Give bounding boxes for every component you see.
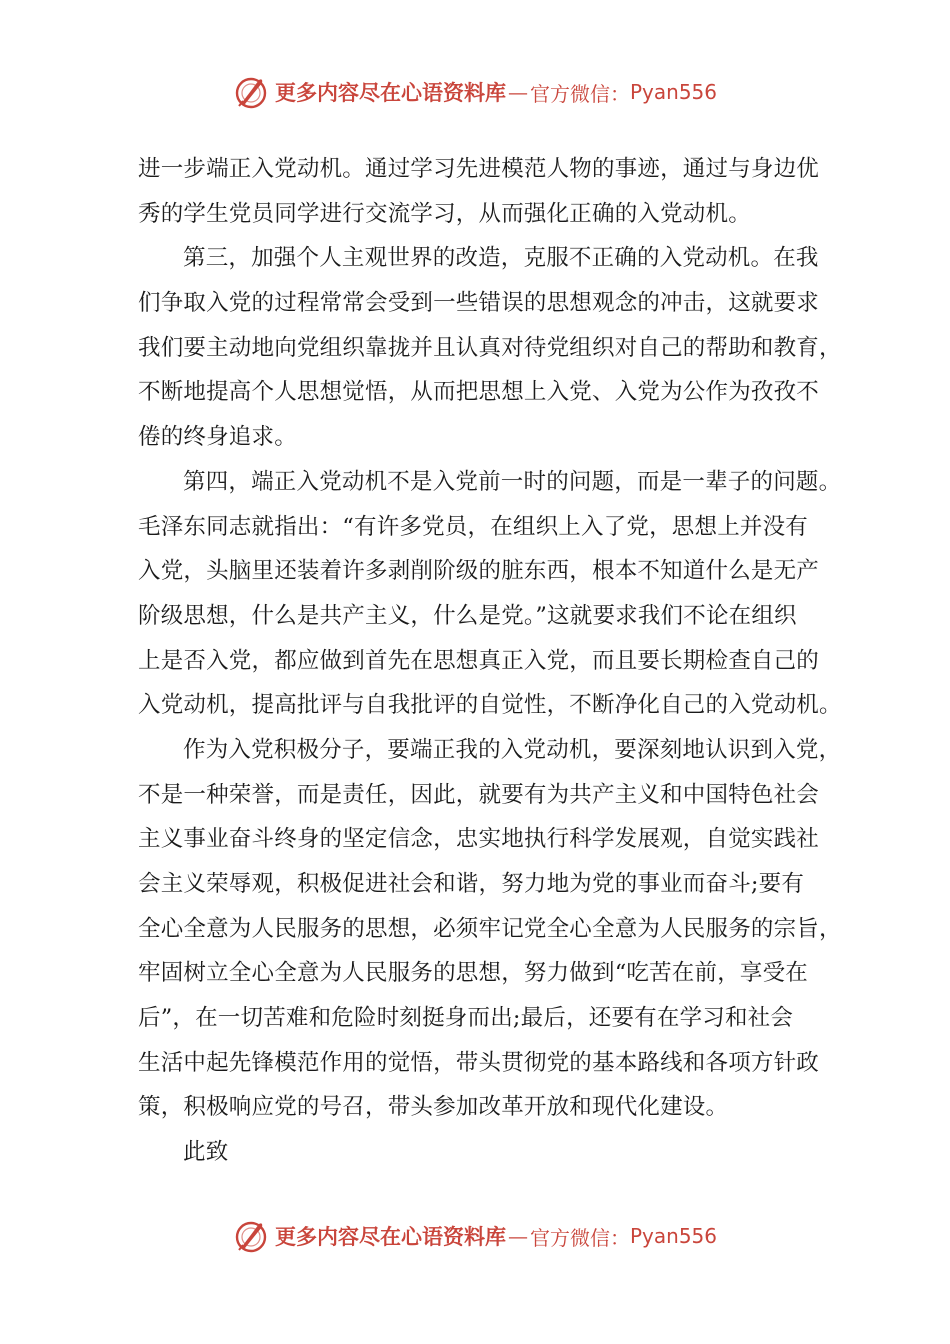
header-contact-label: 官方微信： bbox=[529, 81, 630, 106]
header-banner bbox=[0, 72, 950, 112]
paragraph-start-line: 作为入党积极分子，要端正我的入党动机，要深刻地认识到入党， bbox=[183, 736, 842, 763]
body-line: 生活中起先锋模范作用的觉悟，带头贯彻党的基本路线和各项方针政 bbox=[138, 1049, 820, 1076]
body-line: 们争取入党的过程常常会受到一些错误的思想观念的冲击，这就要求 bbox=[138, 290, 820, 317]
body-line: 倦的终身追求。 bbox=[138, 424, 297, 451]
body-line: 后”，在一切苦难和危险时刻挺身而出;最后，还要有在学习和社会 bbox=[138, 1005, 794, 1032]
footer-banner bbox=[0, 1216, 950, 1256]
quill-logo-icon bbox=[233, 1218, 269, 1254]
body-line: 牢固树立全心全意为人民服务的思想，努力做到“吃苦在前，享受在 bbox=[138, 960, 809, 987]
closing-salutation: 此致 bbox=[183, 1139, 229, 1166]
quill-logo-icon bbox=[233, 74, 269, 110]
footer-brand-text: 更多内容尽在心语资料库 bbox=[274, 1224, 506, 1249]
body-line: 进一步端正入党动机。通过学习先进模范人物的事迹，通过与身边优 bbox=[138, 156, 820, 182]
body-line: 入党动机，提高批评与自我批评的自觉性，不断净化自己的入党动机。 bbox=[138, 692, 842, 719]
body-line: 入党，头脑里还装着许多剥削阶级的脏东西，根本不知道什么是无产 bbox=[138, 558, 820, 585]
body-line: 策，积极响应党的号召，带头参加改革开放和现代化建设。 bbox=[138, 1094, 729, 1121]
body-line: 我们要主动地向党组织靠拢并且认真对待党组织对自己的帮助和教育， bbox=[138, 334, 842, 361]
footer-separator: — bbox=[507, 1224, 528, 1248]
body-line: 不是一种荣誉，而是责任，因此，就要有为共产主义和中国特色社会 bbox=[138, 781, 820, 808]
header-contact-id: Pyan556 bbox=[629, 80, 717, 104]
header-separator: — bbox=[507, 80, 528, 104]
paragraph-start-line: 第三，加强个人主观世界的改造，克服不正确的入党动机。在我 bbox=[183, 245, 819, 272]
body-line: 不断地提高个人思想觉悟，从而把思想上入党、入党为公作为孜孜不 bbox=[138, 379, 820, 406]
footer-contact-label: 官方微信： bbox=[529, 1225, 630, 1250]
paragraph-start-line: 第四，端正入党动机不是入党前一时的问题，而是一辈子的问题。 bbox=[183, 468, 842, 495]
body-line: 主义事业奋斗终身的坚定信念，忠实地执行科学发展观，自觉实践社 bbox=[138, 826, 820, 853]
header-brand-text: 更多内容尽在心语资料库 bbox=[274, 80, 506, 105]
body-line: 上是否入党，都应做到首先在思想真正入党，而且要长期检查自己的 bbox=[138, 647, 820, 674]
body-line: 全心全意为人民服务的思想，必须牢记党全心全意为人民服务的宗旨， bbox=[138, 915, 842, 942]
body-line: 毛泽东同志就指出：“有许多党员，在组织上入了党，思想上并没有 bbox=[138, 513, 809, 540]
body-line: 阶级思想，什么是共产主义，什么是党。”这就要求我们不论在组织 bbox=[138, 602, 797, 629]
body-line: 秀的学生党员同学进行交流学习，从而强化正确的入党动机。 bbox=[138, 200, 751, 227]
body-line: 会主义荣辱观，积极促进社会和谐，努力地为党的事业而奋斗;要有 bbox=[138, 871, 805, 897]
footer-contact-id: Pyan556 bbox=[629, 1224, 717, 1248]
document-body bbox=[138, 147, 842, 1175]
